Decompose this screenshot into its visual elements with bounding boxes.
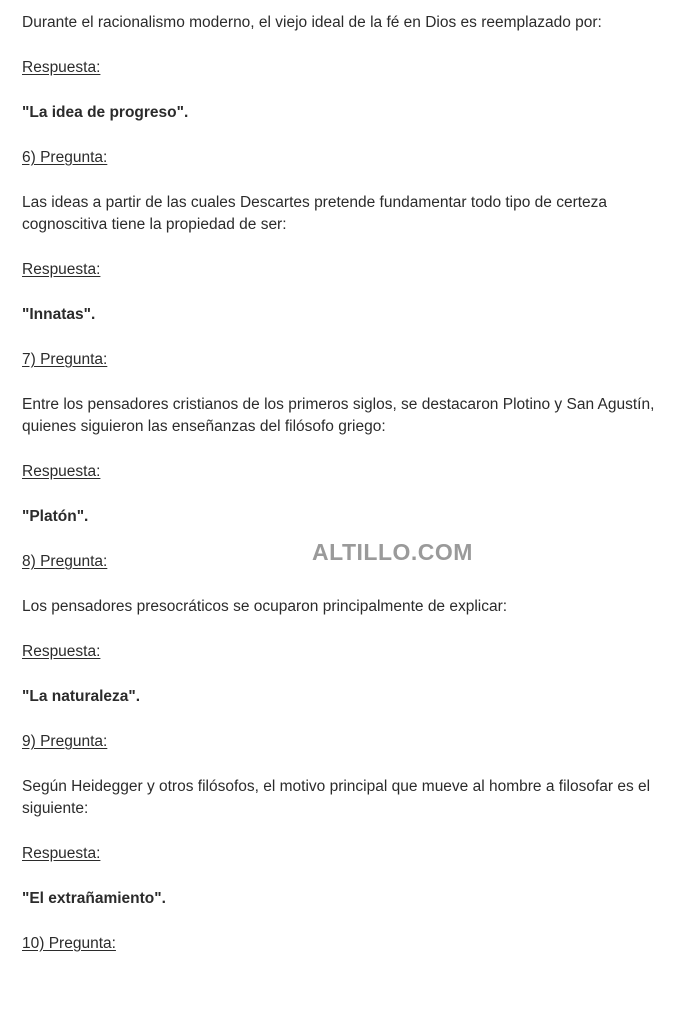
question-text: Las ideas a partir de las cuales Descartes pretende fundamentar todo tipo de certeza cognoscitiva tiene la propiedad de ser: <box>22 194 608 233</box>
answer-label: Respuesta: <box>22 59 101 76</box>
question-text: Entre los pensadores cristianos de los primeros siglos, se destacaron Plotino y San Agustín, quienes siguieron las enseñanzas del filósofo griego: <box>22 396 655 435</box>
answer-label: Respuesta: <box>22 845 101 862</box>
answer-text: "Platón". <box>22 508 89 525</box>
answer-label: Respuesta: <box>22 643 101 660</box>
answer-text: "Innatas". <box>22 306 96 323</box>
question-label: 10) Pregunta: <box>22 935 116 952</box>
question-label: 8) Pregunta: <box>22 553 108 570</box>
question-label: 6) Pregunta: <box>22 149 108 166</box>
document-body <box>22 12 662 978</box>
answer-text: "El extrañamiento". <box>22 890 166 907</box>
question-text: Durante el racionalismo moderno, el viejo ideal de la fé en Dios es reemplazado por: <box>22 14 602 31</box>
answer-text: "La naturaleza". <box>22 688 141 705</box>
question-text: Según Heidegger y otros filósofos, el motivo principal que mueve al hombre a filosofar es el siguiente: <box>22 778 651 817</box>
answer-text: "La idea de progreso". <box>22 104 189 121</box>
answer-label: Respuesta: <box>22 463 101 480</box>
question-label: 7) Pregunta: <box>22 351 108 368</box>
answer-label: Respuesta: <box>22 261 101 278</box>
watermark: ALTILLO.COM <box>312 539 473 565</box>
question-label: 9) Pregunta: <box>22 733 108 750</box>
question-text: Los pensadores presocráticos se ocuparon principalmente de explicar: <box>22 598 508 615</box>
